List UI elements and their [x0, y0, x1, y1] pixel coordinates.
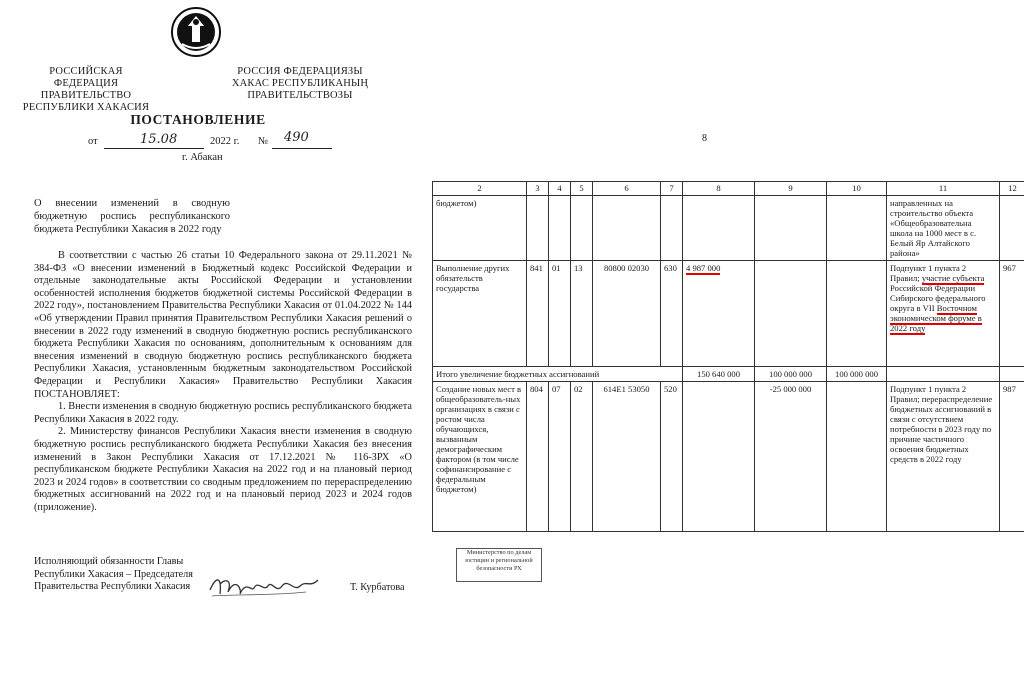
highlighted-text: участие субъекта: [921, 273, 985, 283]
highlighted-amount: 4 987 000: [686, 263, 721, 273]
column-header: 3: [527, 182, 549, 196]
signatory-title: [34, 556, 234, 594]
table-cell: 804: [527, 382, 549, 532]
table-cell: [683, 261, 755, 367]
column-header: 7: [661, 182, 683, 196]
table-total-row: [433, 367, 1024, 382]
document-title: ПОСТАНОВЛЕНИЕ: [130, 112, 266, 127]
table-cell: 150 640 000: [683, 367, 755, 382]
header-right-line: РОССИЯ ФЕДЕРАЦИЯЗЫ: [237, 66, 363, 77]
table-cell: 614E1 53050: [593, 382, 661, 532]
column-header: 4: [549, 182, 571, 196]
column-header: 8: [683, 182, 755, 196]
table-cell: бюджетом): [433, 196, 527, 261]
date-year: 2022 г.: [210, 136, 240, 147]
table-cell: 630: [661, 261, 683, 367]
header-left-block: [22, 66, 150, 114]
column-header: 12: [1000, 182, 1024, 196]
signatory-line: Правительства Республики Хакасия: [34, 581, 191, 593]
handwritten-signature-icon: [206, 566, 326, 606]
table-cell: направленных на строительство объекта «Общеобразовательна школа на 1000 мест в с. Белый Яр Алтайского района»: [887, 196, 1000, 261]
header-right-block: [230, 66, 370, 102]
signatory-name: Т. Курбатова: [350, 582, 405, 593]
handwritten-date: 15.08: [140, 132, 178, 147]
table-cell: 80800 02030: [593, 261, 661, 367]
page-number: 8: [702, 133, 707, 144]
header-left-line: РОССИЙСКАЯ ФЕДЕРАЦИЯ: [49, 66, 123, 89]
table-cell: 967: [1000, 261, 1024, 367]
cell-text: Российской Федерации Сибирского федерального округа в VII: [890, 283, 986, 313]
signatory-line: Республики Хакасия – Председателя: [34, 568, 193, 580]
table-cell: Подпункт 1 пункта 2 Правил; перераспределение бюджетных ассигнований в связи с отсутствием потребности в 2023 году по причине частичного освоения бюджетных средств в 2022 году: [887, 382, 1000, 532]
body-paragraph: В соответствии с частью 26 статьи 10 Федерального закона от 29.11.2021 № 384-ФЗ «О внесении изменений в Бюджетный кодекс Российской Федерации и отдельные законодательные акты Российской Федерации и установлении особенностей исполнения бюджетов бюджетной системы Российской Федерации в 2022 году», постановлением Правительства Республики Хакасия от 01.04.2022 № 144 «Об утверждении Правил принятия Правительством Республики Хакасия решений о внесении в 2022 году изменений в сводную бюджетную роспись республиканского бюджета Республики Хакасия по основаниям, дополнительным к основаниям для внесения изменений в сводную бюджетную роспись республиканского бюджета Республики Хакасия, установленным бюджетным законодательством Российской Федерации и Республики Хакасия» Правительство Республики Хакасия ПОСТАНОВЛЯЕТ:: [34, 250, 412, 400]
cell-text: Подпункт 1 пункта 2 Правил;: [890, 263, 967, 283]
table-row: [433, 196, 1024, 261]
column-header: 6: [593, 182, 661, 196]
table-cell: 100 000 000: [827, 367, 887, 382]
table-cell: 02: [571, 382, 593, 532]
budget-table: [432, 181, 1024, 532]
signatory-line: Исполняющий обязанности Главы: [34, 556, 184, 567]
document-body: [34, 250, 412, 514]
table-cell: 100 000 000: [755, 367, 827, 382]
table-cell: 01: [549, 261, 571, 367]
table-cell: Создание новых мест в общеобразователь-ных организациях в связи с ростом числа обучающихся, вызванным демографическим фактором (в том числе софинансирование с федеральным бюджетом): [433, 382, 527, 532]
table-cell: -25 000 000: [755, 382, 827, 532]
column-header: 9: [755, 182, 827, 196]
ministry-stamp: Министерство по делам юстиции и региональной безопасности РХ: [456, 548, 542, 582]
table-cell: Выполнение других обязательств государства: [433, 261, 527, 367]
column-header: 10: [827, 182, 887, 196]
table-row: [433, 382, 1024, 532]
header-right-line: ПРАВИТЕЛЬСТВОЗЫ: [247, 90, 353, 101]
city-label: г. Абакан: [182, 152, 223, 163]
column-header: 5: [571, 182, 593, 196]
document-subject: О внесении изменений в сводную бюджетную роспись республиканского бюджета Республики Хакасия в 2022 году: [34, 198, 230, 235]
header-right-line: ХАКАС РЕСПУБЛИКАНЫҢ: [231, 78, 369, 89]
table-cell: 520: [661, 382, 683, 532]
column-header: 2: [433, 182, 527, 196]
handwritten-number: 490: [284, 130, 309, 145]
coat-of-arms-seal-icon: [170, 6, 222, 58]
body-paragraph: 2. Министерству финансов Республики Хакасия внести изменения в сводную бюджетную роспись республиканского бюджета Республики Хакасия без внесения изменений в Закон Республики Хакасия от 17.12.2021 № 116-ЗРХ «О республиканском бюджете Республики Хакасия на 2022 год и на плановый период 2023 и 2024 годов» в соответствии со сводным предложением по перераспределению бюджетных ассигнований на 2022 год и на плановый период 2023 и 2024 годов (приложение).: [34, 426, 412, 513]
date-prefix: от: [88, 136, 98, 147]
table-cell: 13: [571, 261, 593, 367]
header-left-line: РЕСПУБЛИКИ ХАКАСИЯ: [22, 102, 150, 113]
table-cell: 841: [527, 261, 549, 367]
table-cell: 07: [549, 382, 571, 532]
table-row: [433, 261, 1024, 367]
column-header: 11: [887, 182, 1000, 196]
body-paragraph: 1. Внести изменения в сводную бюджетную роспись республиканского бюджета Республики Хакасия в 2022 году.: [34, 401, 412, 425]
table-cell: 987: [1000, 382, 1024, 532]
number-sign: №: [258, 136, 269, 147]
total-label: Итого увеличение бюджетных ассигнований: [433, 367, 683, 382]
header-left-line: ПРАВИТЕЛЬСТВО: [40, 90, 132, 101]
date-line: [80, 130, 340, 150]
table-cell: [887, 261, 1000, 367]
highlighted-text: Восточном экономическом форуме в 2022 году: [890, 303, 982, 333]
table-header-row: [433, 182, 1024, 196]
